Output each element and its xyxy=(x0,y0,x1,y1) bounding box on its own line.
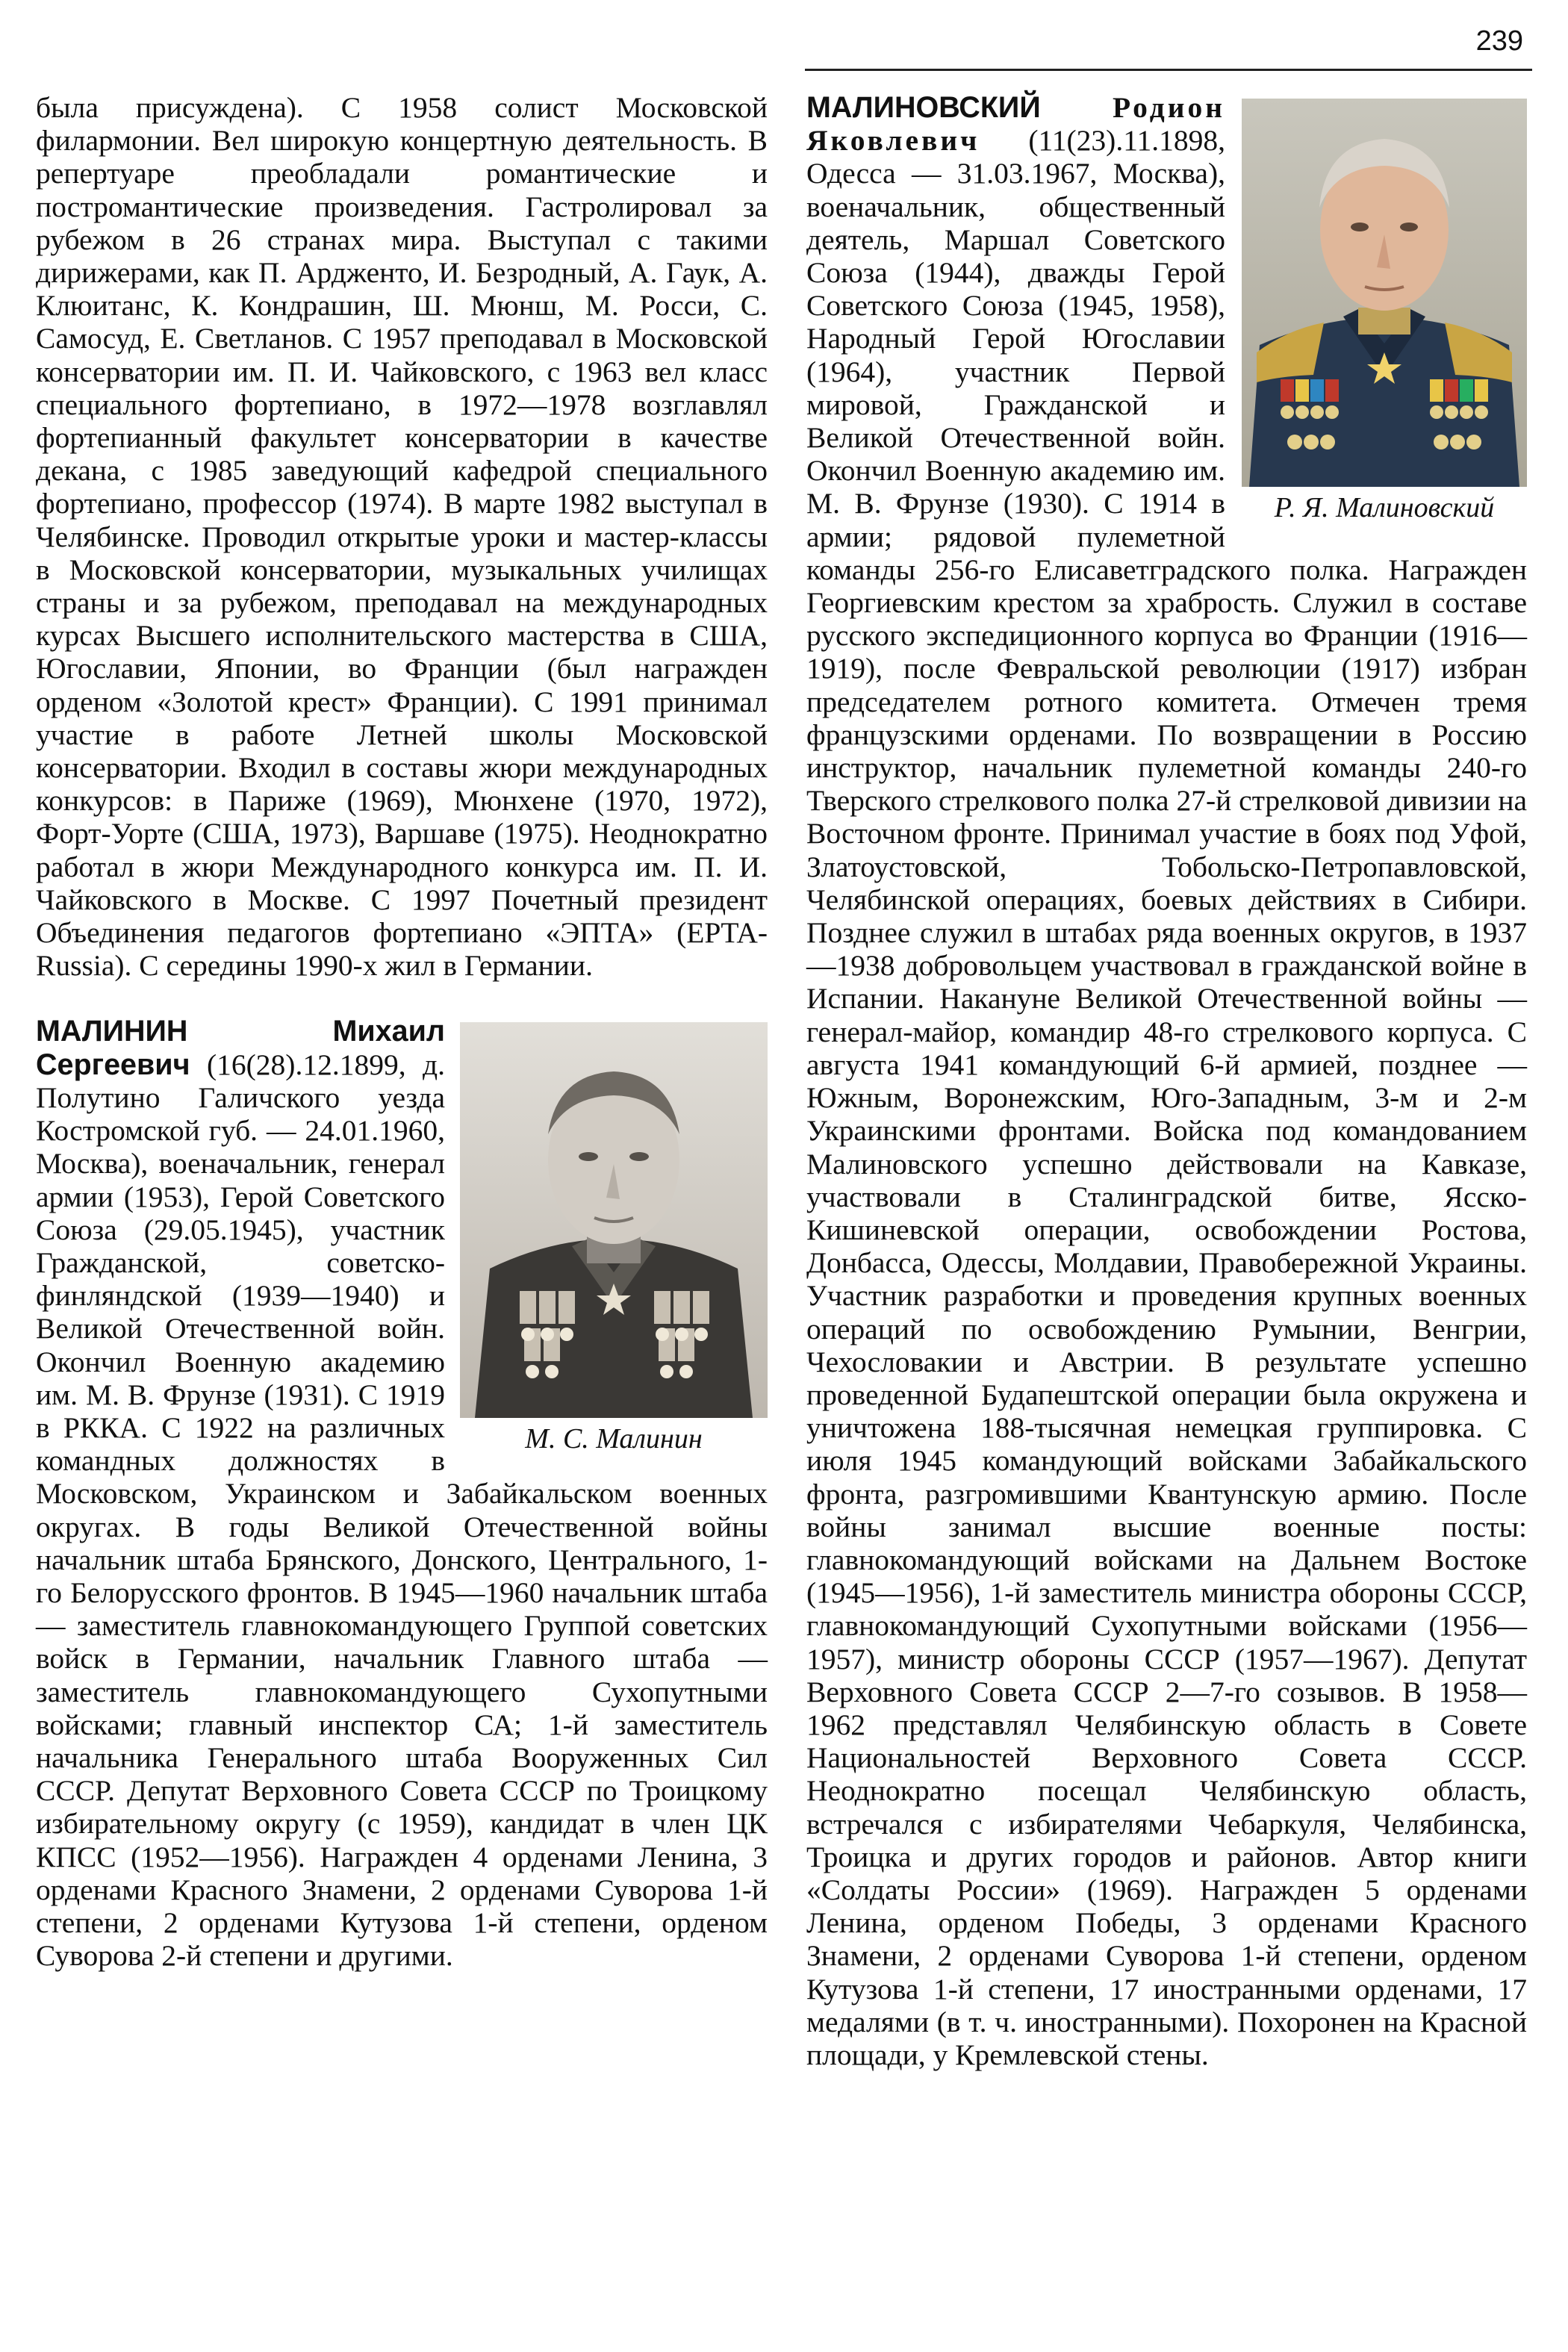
malinovsky-headword-name: Родион Яковлевич xyxy=(806,91,1225,158)
header-rule xyxy=(805,69,1532,71)
malinovsky-figure xyxy=(1242,99,1527,524)
malinin-portrait-illustration xyxy=(460,1022,768,1418)
malinin-photo-caption: М. С. Малинин xyxy=(525,1423,703,1455)
malinovsky-photo-caption: Р. Я. Малиновский xyxy=(1274,492,1495,523)
malinovsky-photo xyxy=(1242,99,1527,487)
malinin-headword: МАЛИНИН Михаил Сергеевич xyxy=(36,1015,445,1081)
page-number: 239 xyxy=(1475,25,1523,57)
entry-separator xyxy=(36,982,768,1015)
malinovsky-headword-surname: МАЛИНОВСКИЙ xyxy=(806,91,1041,124)
right-column xyxy=(806,91,1527,2071)
malinin-figure xyxy=(460,1022,768,1455)
malinin-entry-text: (16(28).12.1899, д. Полутино Галичского уезда Костромской губ. — 24.01.1960, Москва), военачальник, генерал армии (1953), Герой Советского Союза (29.05.1945), участник Гражданской, советско-финляндской (1939—1940) и Великой Отечественной войн. Окончил Военную академию им. М. В. Фрунзе (1931). С 1919 в РККА. С 1922 на различных командных должностях в Московском, Украинском и Забайкальском военных округах. В годы Великой Отечественной войны начальник штаба Брянского, Донского, Центрального, 1-го Белорусского фронтов. В 1945—1960 начальник штаба — заместитель главнокомандующего Группой советских войск в Германии, начальник Главного штаба — заместитель главнокомандующего Сухопутными войсками; главный инспектор СА; 1-й заместитель начальника Генерального штаба Вооруженных Сил СССР. Депутат Верховного Совета СССР по Троицкому избирательному округу (с 1959), кандидат в член ЦК КПСС (1952—1956). Награжден 4 орденами Ленина, 3 орденами Красного Знамени, 2 орденами Суворова 1-й степени, 2 орденами Кутузова 1-й степени, орденом Суворова 2-й степени и другими. xyxy=(36,1048,768,1973)
malinovsky-entry-text: (11(23).11.1898, Одесса — 31.03.1967, Москва), военачальник, общественный деятель, Маршал Советского Союза (1944), дважды Герой Советского Союза (1945, 1958), Народный Герой Югославии (1964), участник Первой мировой, Гражданской и Великой Отечественной войн. Окончил Военную академию им. М. В. Фрунзе (1930). С 1914 в армии; рядовой пулеметной команды 256-го Елисаветградского полка. Награжден Георгиевским крестом за храбрость. Служил в составе русского экспедиционного корпуса во Франции (1916—1919), после Февральской революции (1917) избран председателем ротного комитета. Отмечен тремя французскими орденами. По возвращении в Россию инструктор, начальник пулеметной команды 240-го Тверского стрелкового полка 27-й стрелковой дивизии на Восточном фронте. Принимал участие в боях под Уфой, Златоустовской, Тобольско-Петропавловской, Челябинской операциях, боевых действиях в Сибири. Позднее служил в штабах ряда военных округов, в 1937—1938 добровольцем участвовал в гражданской войне в Испании. Накануне Великой Отечественной войны — генерал-майор, командир 48-го стрелкового корпуса. С августа 1941 командующий 6-й армией, позднее — Южным, Воронежским, Юго-Западным, 3-м и 2-м Украинскими фронтами. Войска под командованием Малиновского успешно действовали на Кавказе, участвовали в Сталинградской битве, Ясско-Кишиневской операции, освобождении Ростова, Донбасса, Одессы, Молдавии, Правобережной Украины. Участник разработки и проведения крупных военных операций по освобождению Румынии, Венгрии, Чехословакии и Австрии. В результате успешно проведенной Будапештской операции была окружена и уничтожена 188-тысячная немецкая группировка. С июля 1945 командующий войсками Забайкальского фронта, разгромившими Квантунскую армию. После войны занимал высшие военные посты: главнокомандующий войсками на Дальнем Востоке (1945—1956), 1-й заместитель министра обороны СССР, главнокомандующий Сухопутными войсками (1956—1957), министр обороны СССР (1957—1967). Депутат Верховного Совета СССР 2—7-го созывов. В 1958—1962 представлял Челябинскую область в Совете Национальностей Верховного Совета СССР. Неоднократно посещал Челябинскую область, встречался с избирателями Чебаркуля, Челябинска, Троицка и других городов и районов. Автор книги «Солдаты России» (1969). Награжден 5 орденами Ленина, орденом Победы, 3 орденами Красного Знамени, 2 орденами Суворова 1-й степени, орденом Кутузова 1-й степени, 17 иностранными орденами, 17 медалями (в т. ч. иностранными). Похоронен на Красной площади, у Кремлевской стены. xyxy=(806,124,1527,2071)
malinin-photo xyxy=(460,1022,768,1418)
left-column xyxy=(36,91,768,1972)
continuation-paragraph: была присуждена). С 1958 солист Московской филармонии. Вел широкую концертную деятельность. В репертуаре преобладали романтические и постромантические произведения. Гастролировал за рубежом в 26 странах мира. Выступал с такими дирижерами, как П. Ардженто, И. Безродный, А. Гаук, А. Клюитанс, К. Кондрашин, Ш. Мюнш, М. Росси, С. Самосуд, Е. Светланов. С 1957 преподавал в Московской консерватории им. П. И. Чайковского, с 1963 вел класс специального фортепиано, в 1972—1978 возглавлял фортепианный факультет консерватории в качестве декана, с 1985 заведующий кафедрой специального фортепиано, профессор (1974). В марте 1982 выступал в Челябинске. Проводил открытые уроки и мастер-классы в Московской консерватории, музыкальных училищах страны и за рубежом, преподавал на международных курсах Высшего исполнительского мастерства в США, Югославии, Японии, во Франции (был награжден орденом «Золотой крест» Франции). С 1991 принимал участие в работе Летней школы Московской консерватории. Входил в составы жюри международных конкурсов: в Париже (1969), Мюнхене (1970, 1972), Форт-Уорте (США, 1973), Варшаве (1975). Неоднократно работал в жюри Международного конкурса им. П. И. Чайковского в Москве. С 1997 Почетный президент Объединения педагогов фортепиано «ЭПТА» (EPTA-Russia). С середины 1990-х жил в Германии. xyxy=(36,91,768,983)
malinovsky-portrait-illustration xyxy=(1242,99,1527,487)
malinovsky-entry xyxy=(806,91,1527,2071)
